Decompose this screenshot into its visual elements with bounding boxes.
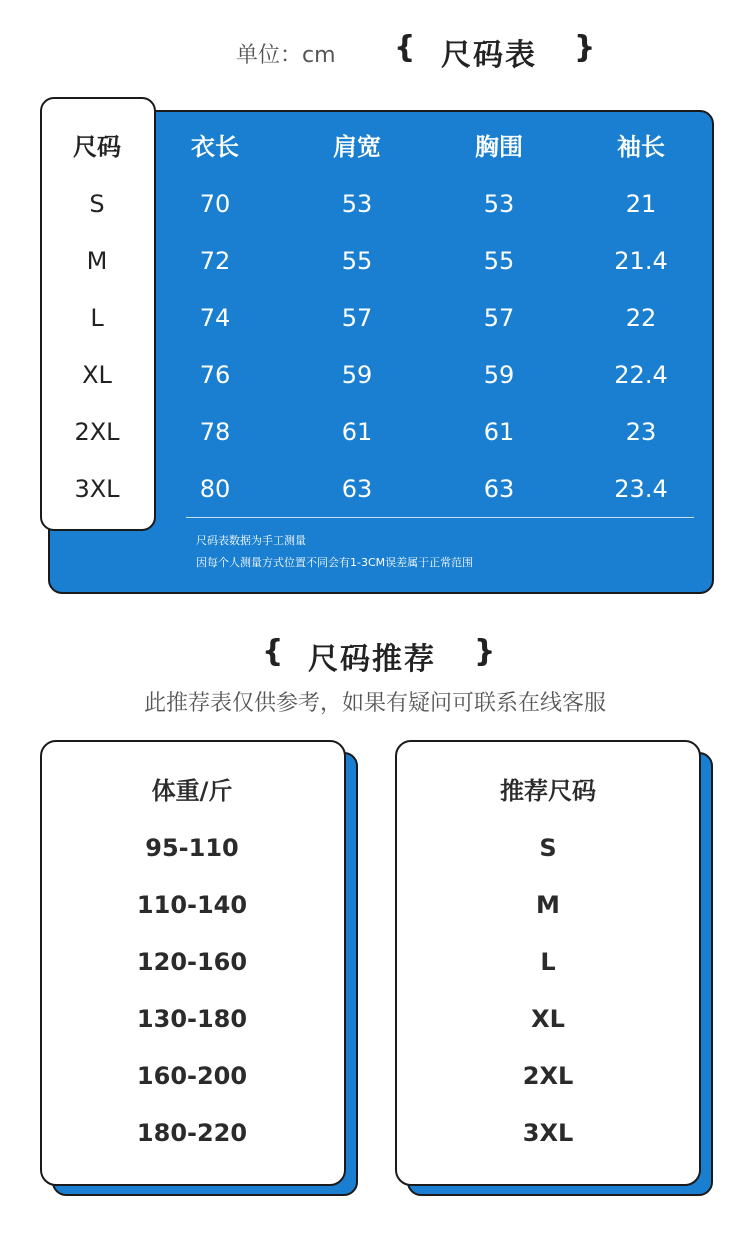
table-cell: 61	[483, 418, 515, 446]
table-cell: 57	[341, 304, 373, 332]
table-cell: 61	[341, 418, 373, 446]
recommended-size: S	[539, 834, 557, 862]
title-brace-close: }	[574, 30, 596, 65]
table-cell: 70	[199, 190, 231, 218]
recommended-size: M	[536, 891, 560, 919]
size-cell: XL	[82, 361, 112, 389]
table-cell: 53	[341, 190, 373, 218]
measurement-note: 尺码表数据为手工测量	[196, 534, 306, 547]
recommended-size: XL	[531, 1005, 565, 1033]
column-header-length: 衣长	[191, 133, 239, 161]
weight-range: 95-110	[145, 834, 239, 862]
size-cell: 2XL	[74, 418, 120, 446]
weight-range: 120-160	[136, 948, 248, 976]
size-cell: S	[89, 190, 105, 218]
table-cell: 53	[483, 190, 515, 218]
weight-range: 110-140	[136, 891, 248, 919]
column-header-size: 尺码	[73, 133, 121, 161]
weight-range: 160-200	[136, 1062, 248, 1090]
size-cell: 3XL	[74, 475, 120, 503]
table-cell: 57	[483, 304, 515, 332]
recommended-size: L	[540, 948, 556, 976]
table-cell: 59	[483, 361, 515, 389]
recommend-brace-open: {	[262, 634, 286, 669]
weight-range: 180-220	[136, 1119, 248, 1147]
title-brace-open: {	[394, 30, 416, 65]
table-cell: 72	[199, 247, 231, 275]
table-cell: 23	[625, 418, 657, 446]
table-cell: 63	[483, 475, 515, 503]
table-cell: 22	[625, 304, 657, 332]
table-cell: 55	[483, 247, 515, 275]
table-cell: 78	[199, 418, 231, 446]
table-divider	[186, 517, 694, 518]
weight-header: 体重/斤	[151, 777, 233, 805]
table-cell: 22.4	[614, 361, 668, 389]
column-header-sleeve: 袖长	[617, 133, 665, 161]
size-chart-title: 尺码表	[441, 38, 537, 73]
table-cell: 23.4	[614, 475, 668, 503]
column-header-chest: 胸围	[475, 133, 523, 161]
recommend-brace-close: }	[474, 634, 498, 669]
column-header-shoulder: 肩宽	[333, 133, 381, 161]
table-cell: 55	[341, 247, 373, 275]
table-cell: 74	[199, 304, 231, 332]
table-cell: 63	[341, 475, 373, 503]
tolerance-note: 因每个人测量方式位置不同会有1-3CM误差属于正常范围	[196, 556, 474, 569]
size-cell: M	[86, 247, 108, 275]
unit-label: 单位：cm	[236, 43, 336, 68]
weight-range: 130-180	[136, 1005, 248, 1033]
table-cell: 21.4	[614, 247, 668, 275]
recommend-title: 尺码推荐	[308, 642, 436, 677]
size-cell: L	[90, 304, 104, 332]
table-cell: 59	[341, 361, 373, 389]
recommend-subtitle: 此推荐表仅供参考，如果有疑问可联系在线客服	[143, 691, 606, 716]
table-cell: 76	[199, 361, 231, 389]
recommended-size-header: 推荐尺码	[500, 777, 596, 805]
recommended-size: 3XL	[522, 1119, 574, 1147]
table-cell: 21	[625, 190, 657, 218]
table-cell: 80	[199, 475, 231, 503]
recommended-size: 2XL	[522, 1062, 574, 1090]
